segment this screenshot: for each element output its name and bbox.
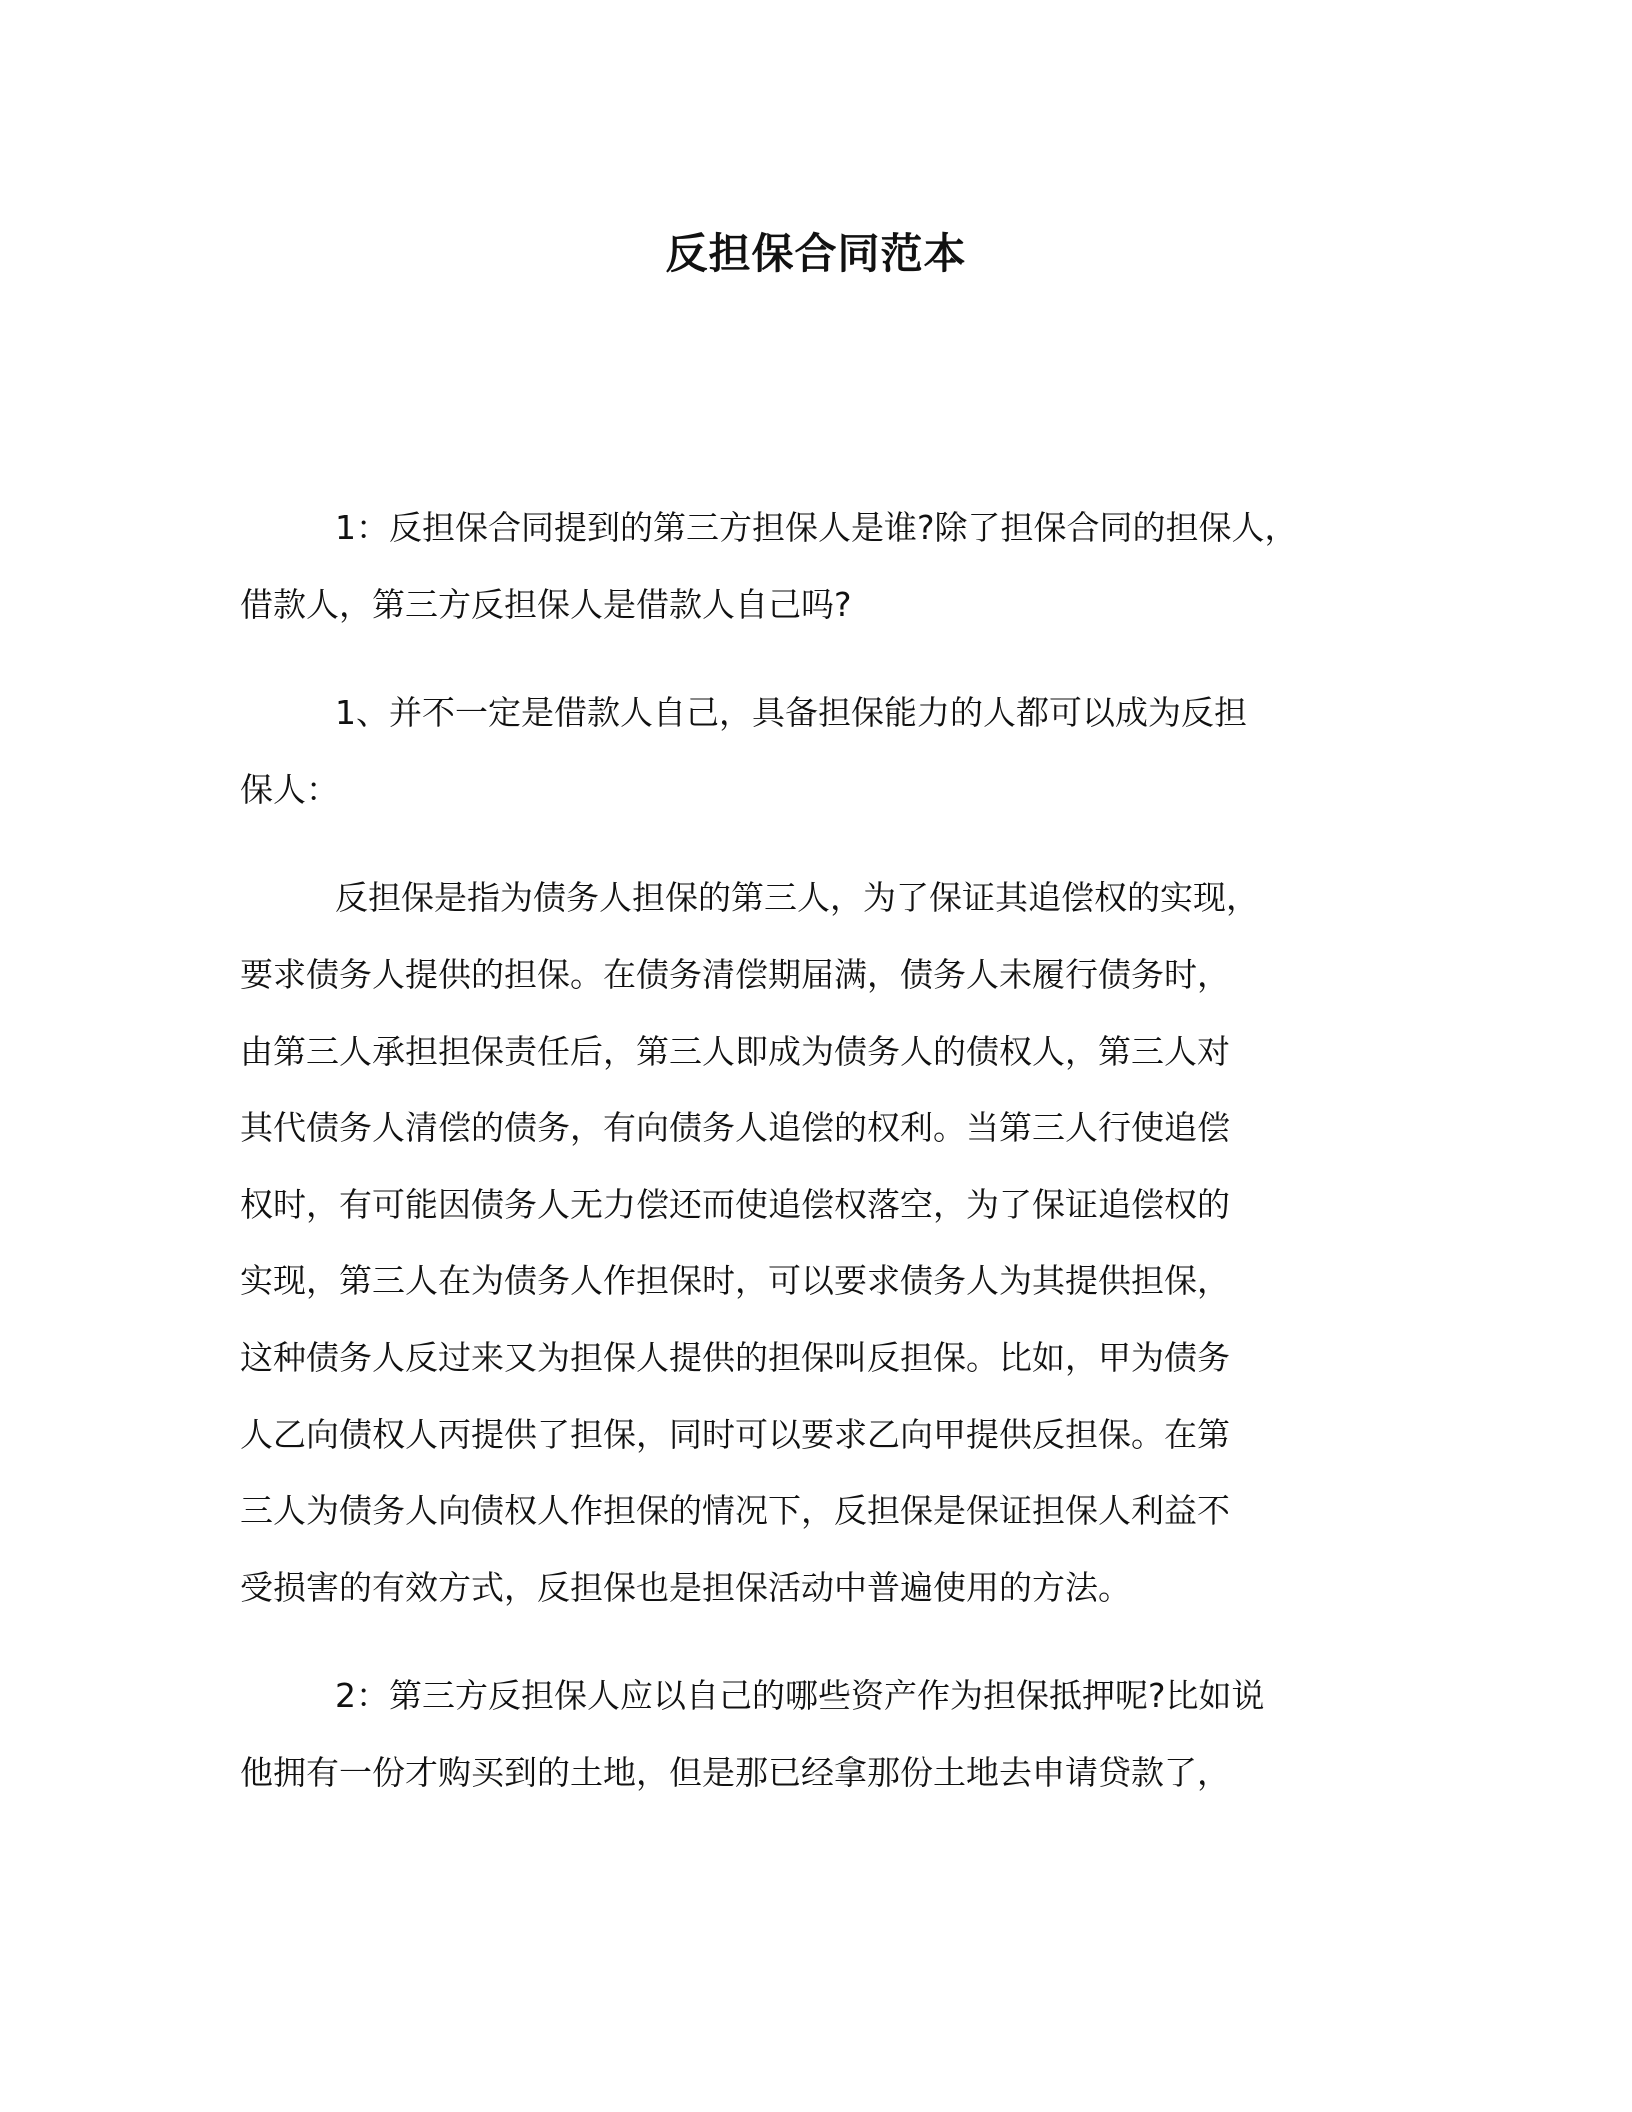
text-line: 实现，第三人在为债务人作担保时，可以要求债务人为其提供担保， — [240, 1261, 1230, 1301]
paragraph-question-1 — [240, 490, 1405, 643]
paragraph-question-2 — [240, 1658, 1405, 1811]
text-line: 借款人，第三方反担保人是借款人自己吗? — [240, 584, 852, 624]
text-line: 这种债务人反过来又为担保人提供的担保叫反担保。比如，甲为债务 — [240, 1337, 1230, 1377]
text-line: 要求债务人提供的担保。在债务清偿期届满，债务人未履行债务时， — [240, 954, 1230, 994]
text-line: 其代债务人清偿的债务，有向债务人追偿的权利。当第三人行使追偿 — [240, 1108, 1230, 1148]
text-line: 由第三人承担担保责任后，第三人即成为债务人的债权人，第三人对 — [240, 1031, 1230, 1071]
text-line: 2：第三方反担保人应以自己的哪些资产作为担保抵押呢?比如说 — [335, 1676, 1265, 1716]
text-line: 三人为债务人向债权人作担保的情况下，反担保是保证担保人利益不 — [240, 1491, 1230, 1531]
text-line: 1：反担保合同提到的第三方担保人是谁?除了担保合同的担保人， — [335, 508, 1298, 547]
text-line: 受损害的有效方式，反担保也是担保活动中普遍使用的方法。 — [240, 1567, 1131, 1607]
text-line: 1、并不一定是借款人自己，具备担保能力的人都可以成为反担 — [335, 693, 1247, 733]
paragraph-answer-1 — [240, 675, 1405, 828]
paragraph-explanation — [240, 860, 1405, 1626]
text-line: 他拥有一份才购买到的土地，但是那已经拿那份土地去申请贷款了， — [240, 1752, 1230, 1792]
document-title: 反担保合同范本 — [665, 229, 967, 278]
text-line: 权时，有可能因债务人无力偿还而使追偿权落空，为了保证追偿权的 — [240, 1184, 1230, 1224]
text-line: 保人： — [240, 769, 339, 809]
document-body — [240, 490, 1405, 1812]
text-line: 人乙向债权人丙提供了担保，同时可以要求乙向甲提供反担保。在第 — [240, 1414, 1230, 1454]
text-line: 反担保是指为债务人担保的第三人，为了保证其追偿权的实现， — [335, 878, 1259, 918]
